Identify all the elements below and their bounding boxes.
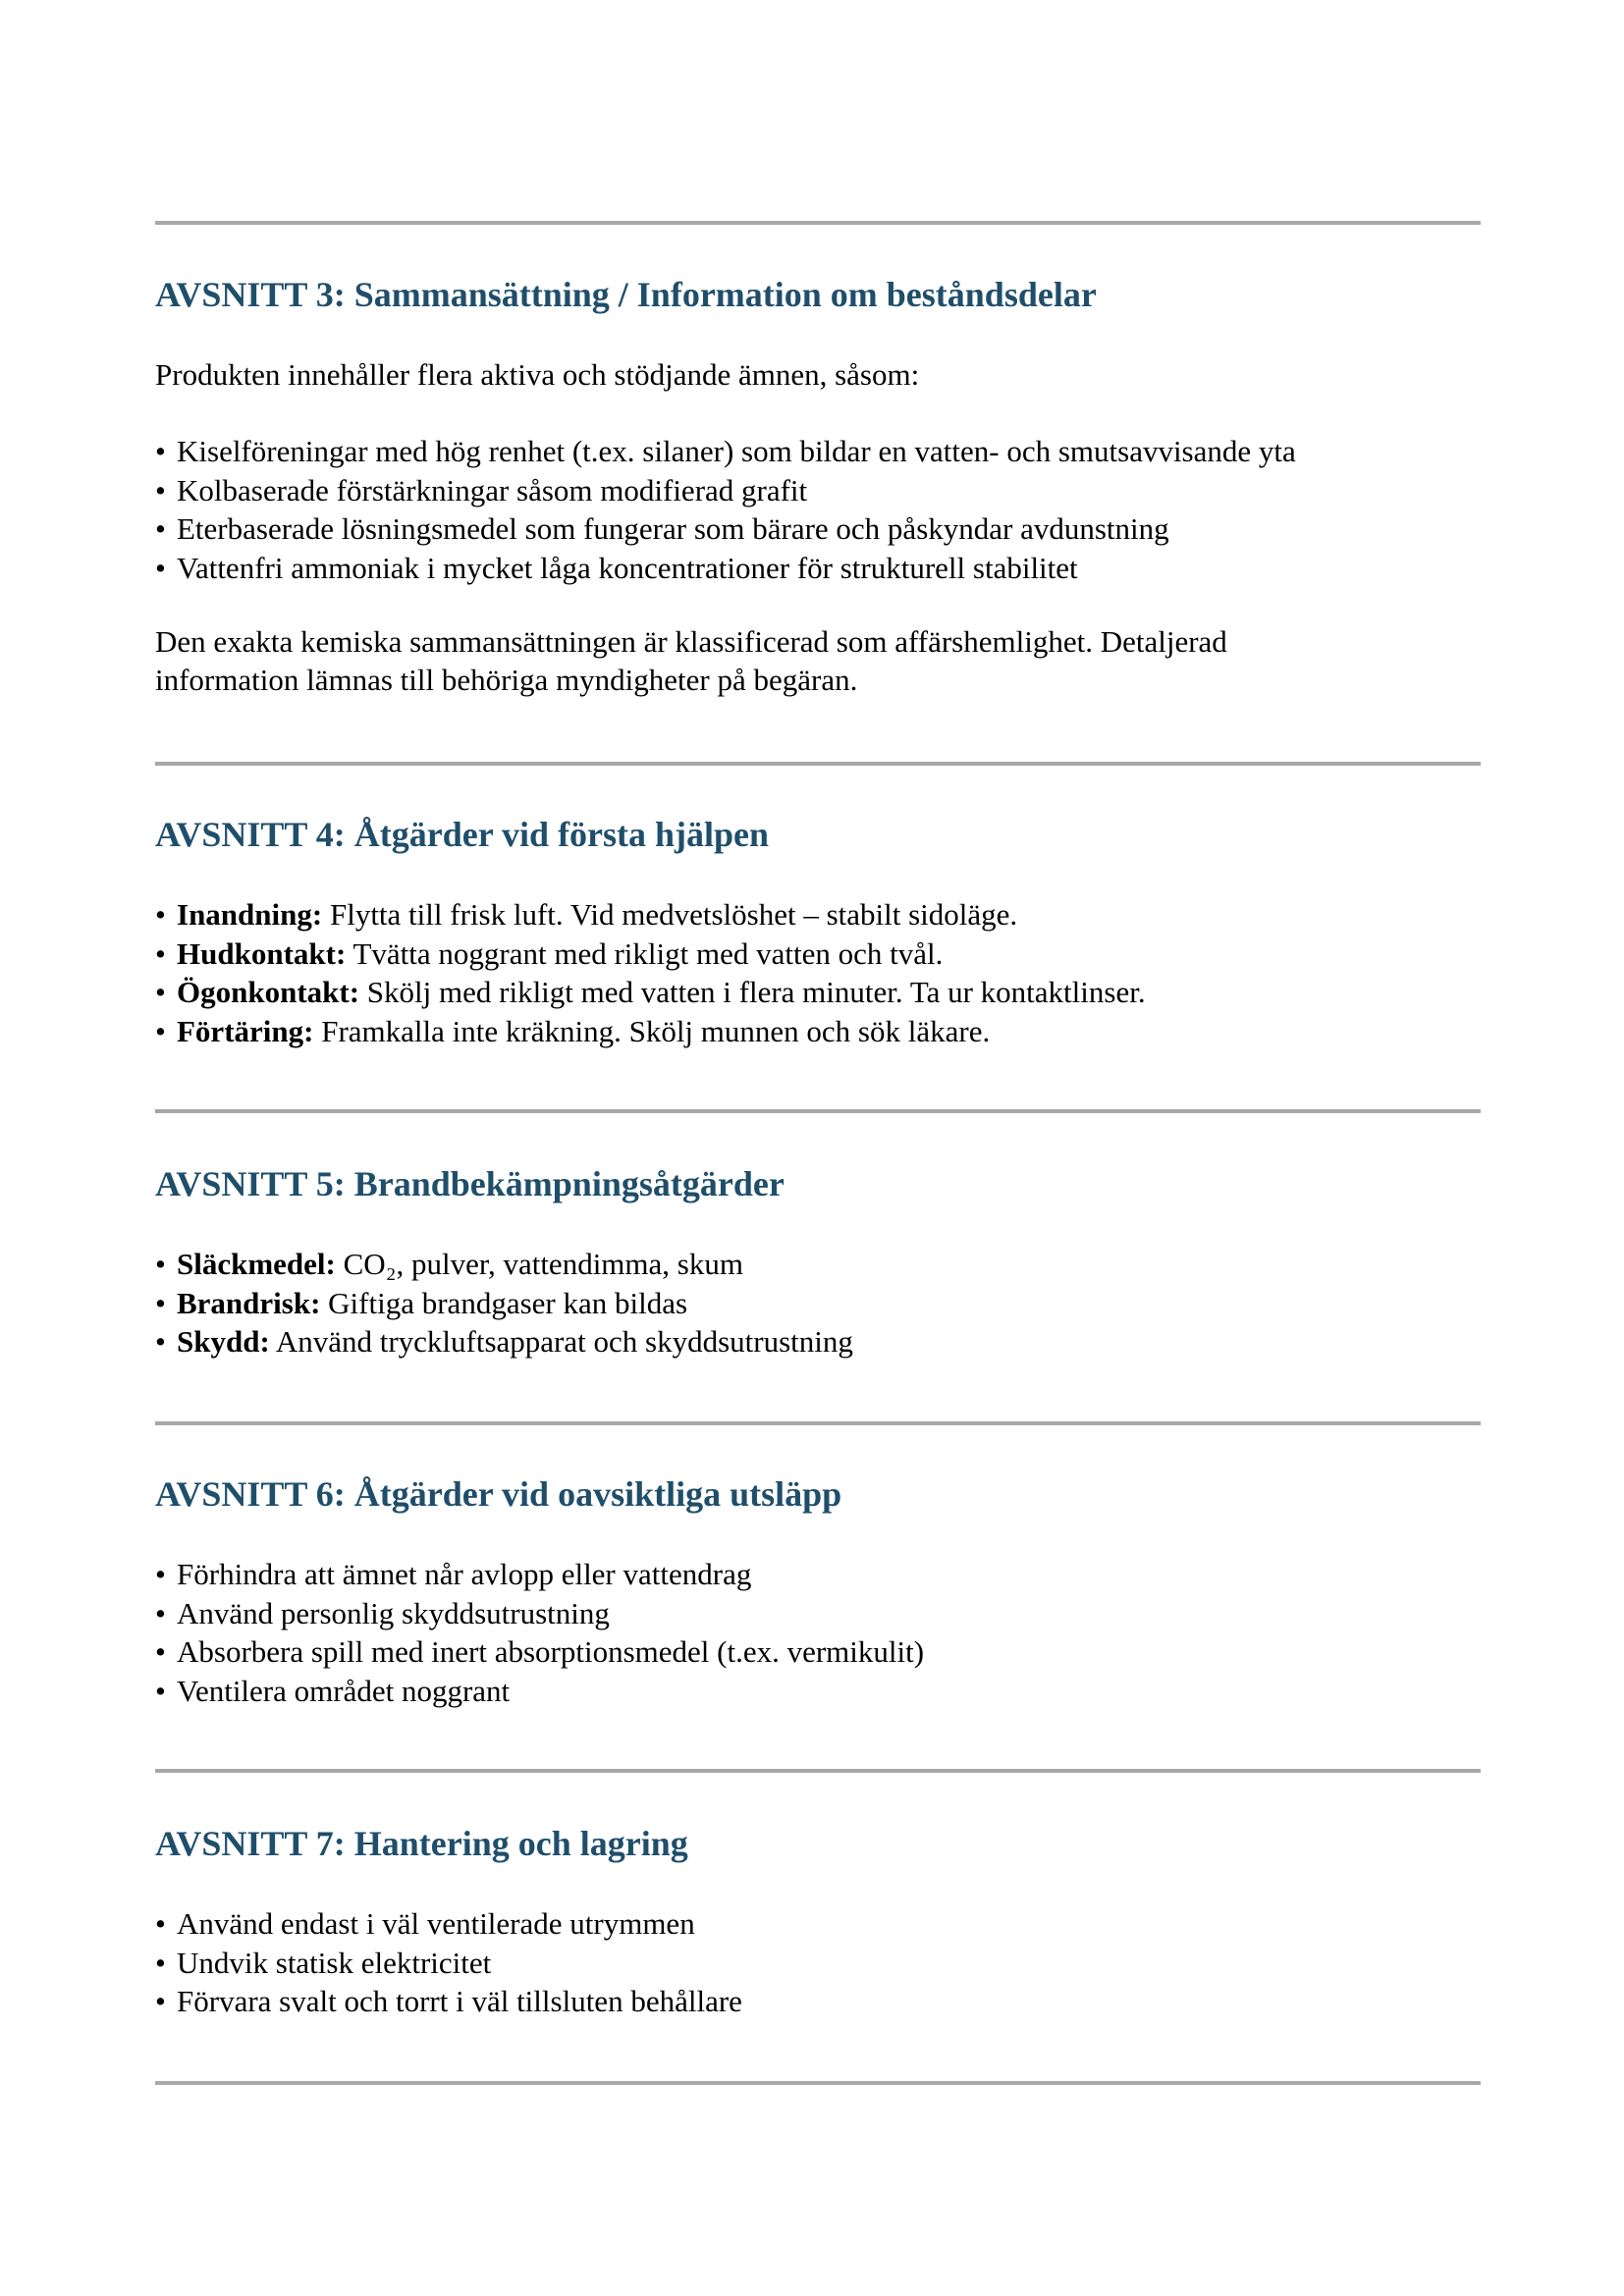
list-item: • Eterbaserade lösningsmedel som fungerar som bärare och påskyndar avdunstning	[155, 511, 1169, 546]
section-divider	[155, 1769, 1481, 1773]
list-item: • Ögonkontakt: Skölj med rikligt med vatten i flera minuter. Ta ur kontaktlinser.	[155, 975, 1146, 1009]
list-item: • Använd personlig skyddsutrustning	[155, 1595, 610, 1630]
section-3-intro: Produkten innehåller flera aktiva och stödjande ämnen, såsom:	[155, 357, 920, 392]
section-divider	[155, 1109, 1481, 1113]
list-item: • Kiselföreningar med hög renhet (t.ex. silaner) som bildar en vatten- och smutsavvisande yta	[155, 434, 1296, 468]
list-item: • Kolbaserade förstärkningar såsom modifierad grafit	[155, 472, 808, 507]
list-item: • Skydd: Använd tryckluftsapparat och skyddsutrustning	[155, 1324, 853, 1359]
section-4-list	[155, 895, 1471, 1050]
list-item: • Förhindra att ämnet når avlopp eller vattendrag	[155, 1557, 752, 1591]
section-6-list	[155, 1555, 1471, 1710]
section-5-heading: AVSNITT 5: Brandbekämpningsåtgärder	[155, 1164, 785, 1203]
section-3-note-line-1: Den exakta kemiska sammansättningen är klassificerad som affärshemlighet. Detaljerad	[155, 624, 1227, 659]
list-item: • Undvik statisk elektricitet	[155, 1945, 492, 1980]
section-5-list	[155, 1245, 1471, 1362]
list-item: • Släckmedel: CO₂, pulver, vattendimma, skum	[155, 1247, 743, 1281]
list-item: • Använd endast i väl ventilerade utrymmen	[155, 1906, 695, 1941]
list-item: • Brandrisk: Giftiga brandgaser kan bildas	[155, 1285, 688, 1320]
section-divider	[155, 762, 1481, 766]
section-3-heading: AVSNITT 3: Sammansättning / Information om beståndsdelar	[155, 275, 1097, 314]
section-7-heading: AVSNITT 7: Hantering och lagring	[155, 1824, 688, 1863]
section-6-heading: AVSNITT 6: Åtgärder vid oavsiktliga utsläpp	[155, 1474, 842, 1514]
list-item: • Vattenfri ammoniak i mycket låga koncentrationer för strukturell stabilitet	[155, 550, 1078, 585]
list-item: • Inandning: Flytta till frisk luft. Vid medvetslöshet – stabilt sidoläge.	[155, 897, 1018, 932]
list-item: • Förtäring: Framkalla inte kräkning. Skölj munnen och sök läkare.	[155, 1013, 991, 1048]
section-3-note-line-2: information lämnas till behöriga myndigheter på begäran.	[155, 663, 858, 697]
section-divider	[155, 1421, 1481, 1425]
section-3-note	[155, 622, 1471, 699]
section-7-list	[155, 1904, 1471, 2021]
list-item: • Hudkontakt: Tvätta noggrant med rikligt med vatten och tvål.	[155, 935, 944, 971]
section-3-list	[155, 432, 1471, 587]
list-item: • Absorbera spill med inert absorptionsmedel (t.ex. vermikulit)	[155, 1634, 925, 1669]
list-item: • Förvara svalt och torrt i väl tillsluten behållare	[155, 1984, 742, 2018]
section-divider	[155, 221, 1481, 225]
section-divider	[155, 2081, 1481, 2085]
section-4-heading: AVSNITT 4: Åtgärder vid första hjälpen	[155, 815, 770, 854]
list-item: • Ventilera området noggrant	[155, 1673, 511, 1708]
